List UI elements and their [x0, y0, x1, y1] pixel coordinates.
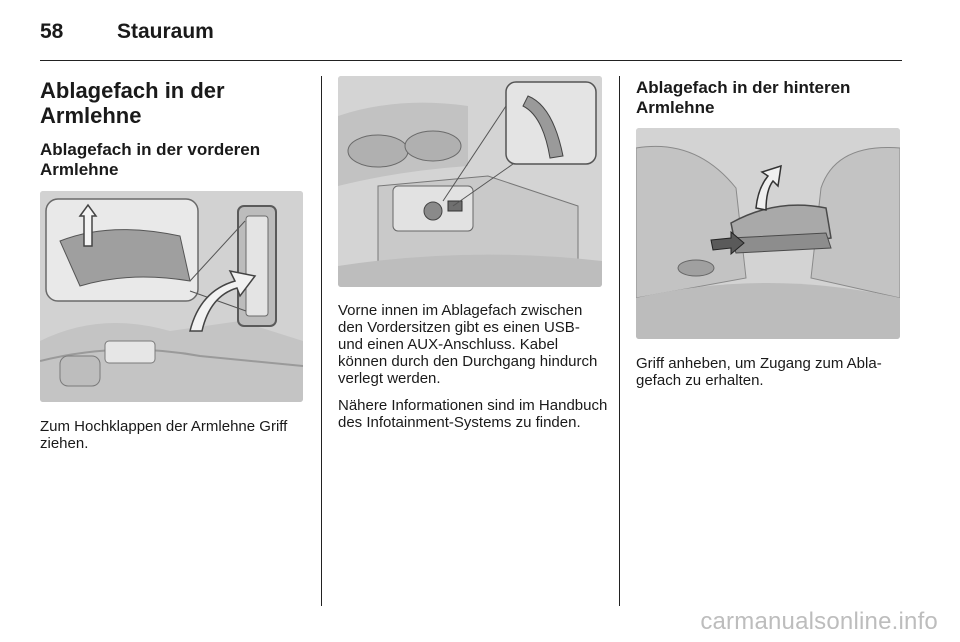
page-number: 58 — [40, 20, 64, 43]
paragraph-usb-aux: Vorne innen im Ablagefach zwischen den Vordersitzen gibt es einen USB- und einen AUX-Anschluss. Kabel können durch den Durchgang hindurch verlegt werden. — [338, 302, 598, 387]
caption-rear-armrest: Griff anheben, um Zugang zum Ablagefach zu erhalten. — [636, 355, 882, 389]
rear-armrest-illustration — [636, 128, 900, 339]
subsection-title-rear: Ablagefach in der hinteren Armlehne — [636, 78, 851, 117]
caption-front-armrest: Zum Hochklappen der Armlehne Griff ziehen. — [40, 418, 288, 452]
column-divider-left — [321, 76, 322, 606]
subsection-title-front: Ablagefach in der vorderen Armlehne — [40, 140, 261, 179]
front-armrest-illustration — [40, 191, 303, 402]
figure-usb-aux — [338, 76, 602, 287]
watermark: carmanualsonline.info — [700, 608, 938, 635]
usb-aux-illustration — [338, 76, 602, 287]
chapter-title: Stauraum — [117, 20, 214, 43]
section-title: Ablagefach in der Armlehne — [40, 78, 225, 128]
figure-rear-armrest — [636, 128, 900, 339]
column-divider-right — [619, 76, 620, 606]
figure-front-armrest — [40, 191, 303, 402]
header-rule — [40, 60, 902, 61]
paragraph-infotainment-reference: Nähere Informationen sind im Handbuch des Infotainment-Systems zu finden. — [338, 397, 608, 431]
